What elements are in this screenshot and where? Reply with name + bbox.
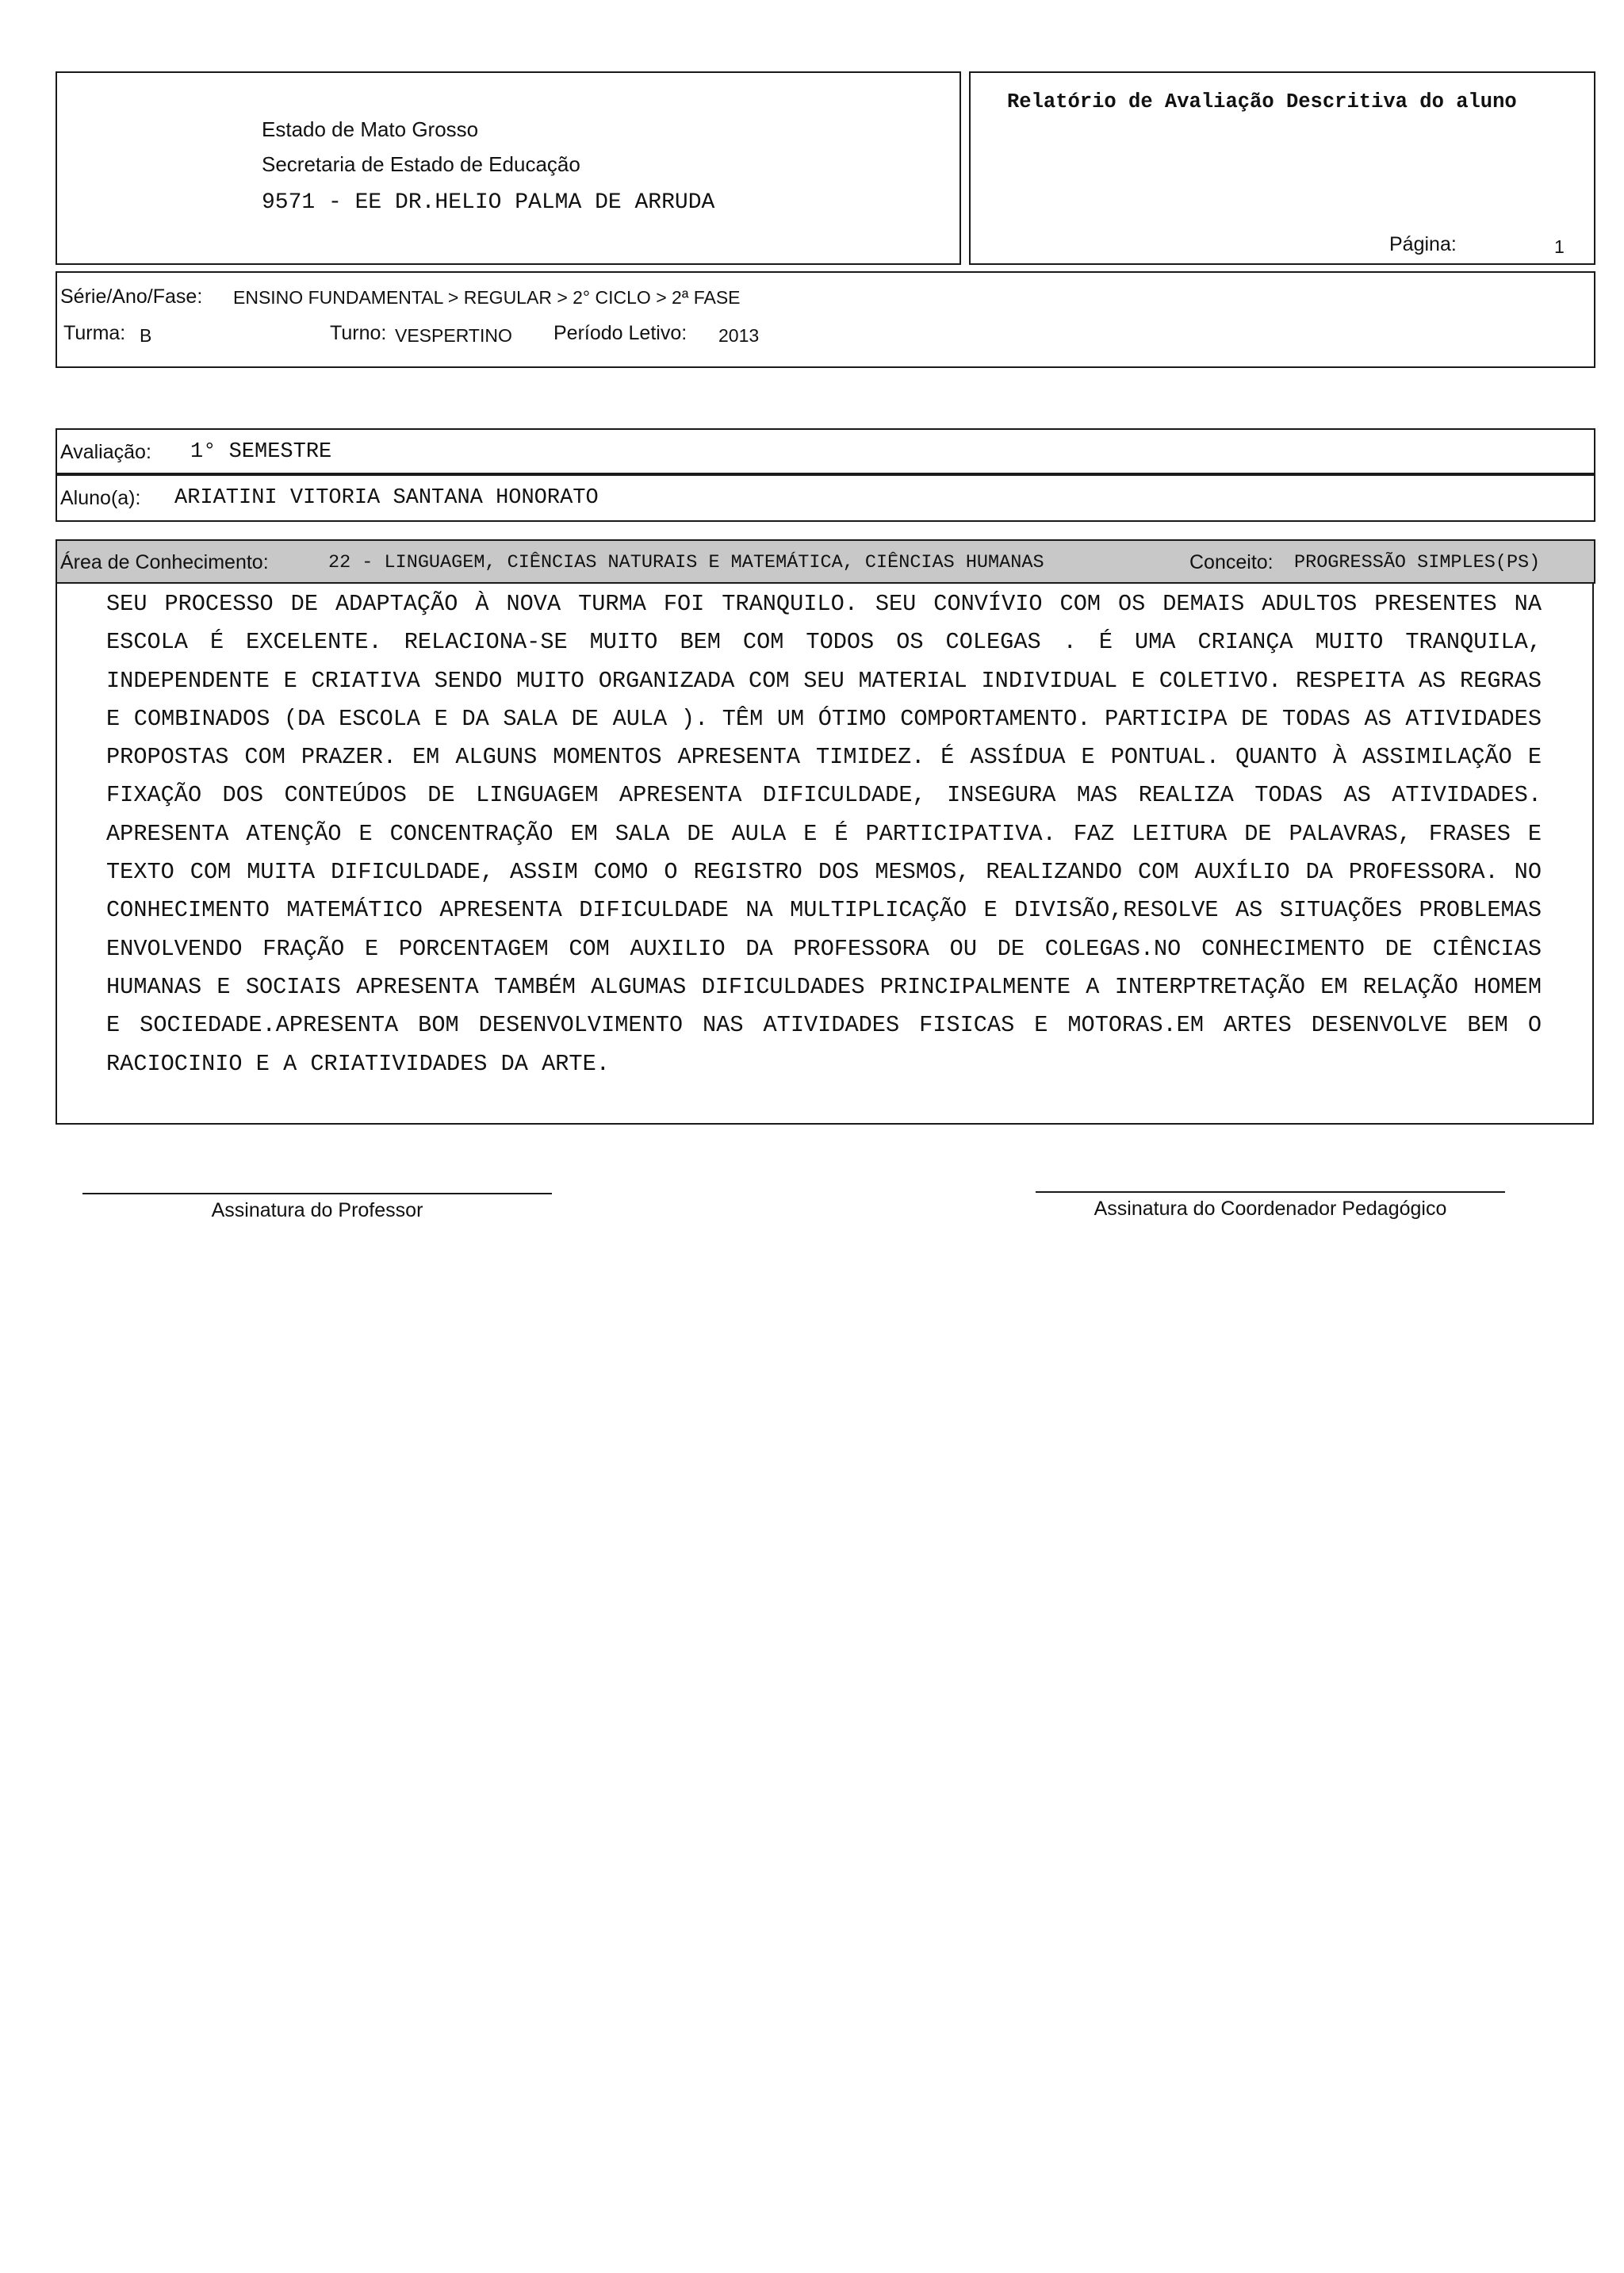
concept-value: PROGRESSÃO SIMPLES(PS) (1294, 552, 1541, 573)
turma-label: Turma: (63, 322, 126, 344)
student-name: ARIATINI VITORIA SANTANA HONORATO (174, 486, 599, 510)
teacher-signature-line (82, 1193, 552, 1194)
student-label: Aluno(a): (60, 487, 141, 509)
report-text-box (56, 584, 1594, 1125)
area-value: 22 - LINGUAGEM, CIÊNCIAS NATURAIS E MATEMÁTICA, CIÊNCIAS HUMANAS (328, 552, 1044, 573)
evaluation-label: Avaliação: (60, 441, 151, 463)
header-institution-box (56, 71, 961, 265)
secretariat-name: Secretaria de Estado de Educação (262, 152, 580, 176)
periodo-value: 2013 (718, 325, 760, 346)
turma-value: B (140, 325, 152, 346)
school-name: 9571 - EE DR.HELIO PALMA DE ARRUDA (262, 190, 715, 215)
coordinator-signature-label: Assinatura do Coordenador Pedagógico (1094, 1198, 1447, 1220)
state-name: Estado de Mato Grosso (262, 117, 479, 141)
page-label: Página: (1389, 233, 1457, 255)
coordinator-signature-line (1036, 1191, 1505, 1193)
serie-value: ENSINO FUNDAMENTAL > REGULAR > 2° CICLO > 2ª FASE (233, 287, 741, 308)
teacher-signature-label: Assinatura do Professor (211, 1199, 423, 1221)
header-report-box (969, 71, 1595, 265)
report-body (106, 585, 1542, 1083)
serie-label: Série/Ano/Fase: (60, 286, 203, 308)
turno-label: Turno: (330, 322, 387, 344)
class-info-box (56, 271, 1595, 368)
turno-value: VESPERTINO (395, 325, 512, 346)
concept-label: Conceito: (1189, 551, 1274, 573)
report-paragraph: SEU PROCESSO DE ADAPTAÇÃO À NOVA TURMA FOI TRANQUILO. SEU CONVÍVIO COM OS DEMAIS ADULTOS PRESENTES NA ESCOLA É EXCELENTE. RELACIONA-SE MUITO BEM COM TODOS OS COLEGAS . É UMA CRIANÇA MUITO TRANQUILA, INDEPENDENTE E CRIATIVA SENDO MUITO ORGANIZADA COM SEU MATERIAL INDIVIDUAL E COLETIVO. RESPEITA AS REGRAS E COMBINADOS (DA ESCOLA E DA SALA DE AULA ). TÊM UM ÓTIMO COMPORTAMENTO. PARTICIPA DE TODAS AS ATIVIDADES PROPOSTAS COM PRAZER. EM ALGUNS MOMENTOS APRESENTA TIMIDEZ. É ASSÍDUA E PONTUAL. QUANTO À ASSIMILAÇÃO E FIXAÇÃO DOS CONTEÚDOS DE LINGUAGEM APRESENTA DIFICULDADE, INSEGURA MAS REALIZA TODAS AS ATIVIDADES. APRESENTA ATENÇÃO E CONCENTRAÇÃO EM SALA DE AULA E É PARTICIPATIVA. FAZ LEITURA DE PALAVRAS, FRASES E TEXTO COM MUITA DIFICULDADE, ASSIM COMO O REGISTRO DOS MESMOS, REALIZANDO COM AUXÍLIO DA PROFESSORA. NO CONHECIMENTO MATEMÁTICO APRESENTA DIFICULDADE NA MULTIPLICAÇÃO E DIVISÃO,RESOLVE AS SITUAÇÕES PROBLEMAS ENVOLVENDO FRAÇÃO E PORCENTAGEM COM AUXILIO DA PROFESSORA OU DE COLEGAS.NO CONHECIMENTO DE CIÊNCIAS HUMANAS E SOCIAIS APRESENTA TAMBÉM ALGUMAS DIFICULDADES PRINCIPALMENTE A INTERPTRETAÇÃO EM RELAÇÃO HOMEM E SOCIEDADE.APRESENTA BOM DESENVOLVIMENTO NAS ATIVIDADES FISICAS E MOTORAS.EM ARTES DESENVOLVE BEM O RACIOCINIO E A CRIATIVIDADES DA ARTE. (106, 591, 1542, 1077)
knowledge-area-box (56, 539, 1595, 584)
evaluation-box (56, 428, 1595, 474)
student-box (56, 474, 1595, 522)
area-label: Área de Conhecimento: (60, 551, 269, 573)
report-title: Relatório de Avaliação Descritiva do aluno (1007, 90, 1517, 113)
periodo-label: Período Letivo: (553, 322, 688, 344)
page-number: 1 (1554, 236, 1565, 257)
evaluation-value: 1° SEMESTRE (190, 440, 332, 464)
